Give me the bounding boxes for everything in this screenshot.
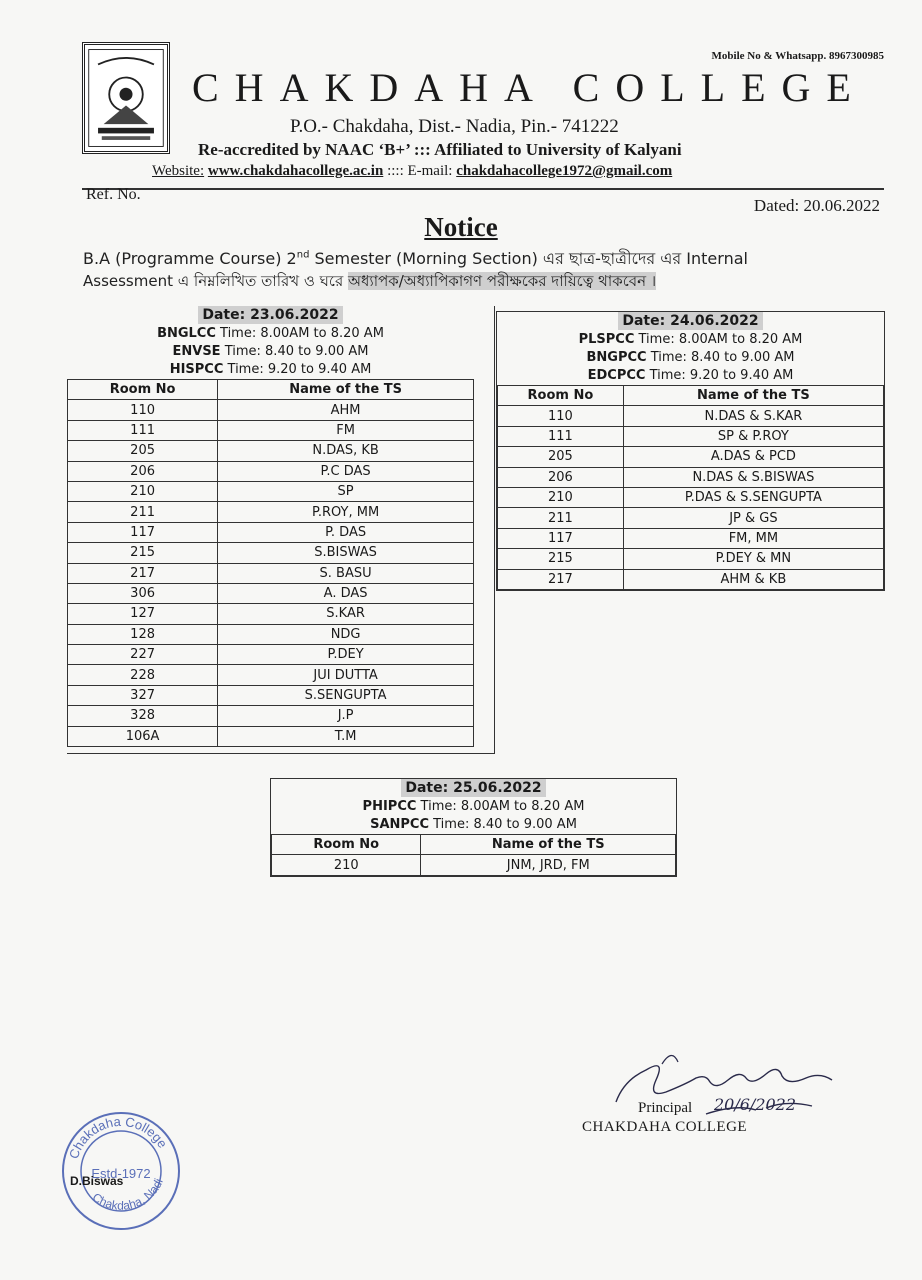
table-row: [68, 481, 474, 501]
table-row: [272, 855, 676, 875]
room-table: [497, 385, 884, 590]
ts-name: P.DEY & MN: [623, 549, 883, 569]
room-number: 217: [68, 563, 218, 583]
block-date: Date: 23.06.2022: [198, 306, 342, 324]
intro-text: Assessment এ নিম্নলিখিত তারিখ ও ঘরে: [83, 272, 348, 290]
table-row: [498, 528, 884, 548]
ts-name: P.C DAS: [218, 461, 474, 481]
college-address: P.O.- Chakdaha, Dist.- Nadia, Pin.- 741222: [290, 116, 619, 137]
website-label: Website:: [152, 163, 205, 179]
intro-highlight: অধ্যাপক/অধ্যাপিকাগণ পরীক্ষকের দায়িত্বে থাকবেন ।: [347, 272, 657, 290]
table-row: [68, 563, 474, 583]
time-line: [67, 325, 474, 343]
svg-text:Chakdaha, Nadia: Chakdaha, Nadi: [89, 1176, 166, 1213]
block-date: Date: 24.06.2022: [618, 312, 762, 330]
time-line: [497, 331, 884, 349]
ts-name: FM: [218, 420, 474, 440]
col-room-no: Room No: [272, 835, 421, 855]
table-body: [68, 400, 474, 747]
paper-time: Time: 8.40 to 9.00 AM: [646, 350, 795, 365]
svg-text:Chakdaha College: Chakdaha College: [65, 1113, 171, 1161]
time-line: [67, 361, 474, 379]
room-number: 111: [68, 420, 218, 440]
table-row: [498, 487, 884, 507]
schedule-block-3: [270, 778, 677, 877]
table-row: [68, 441, 474, 461]
table-row: [498, 569, 884, 589]
ts-name: AHM: [218, 400, 474, 420]
room-number: 205: [68, 441, 218, 461]
intro-sup: nd: [296, 249, 310, 261]
time-line: [497, 367, 884, 385]
paper-time: Time: 8.00AM to 8.20 AM: [215, 326, 384, 341]
ts-name: JNM, JRD, FM: [421, 855, 676, 875]
ts-name: SP: [218, 481, 474, 501]
room-number: 227: [68, 645, 218, 665]
table-row: [68, 624, 474, 644]
table-row: [68, 420, 474, 440]
college-stamp: [58, 1108, 184, 1234]
table-row: [68, 543, 474, 563]
room-number: 217: [498, 569, 624, 589]
intro-line-2: [83, 270, 883, 295]
paper-code: HISPCC: [169, 362, 224, 377]
room-number: 206: [498, 467, 624, 487]
ts-name: S.BISWAS: [218, 543, 474, 563]
col-ts-name: Name of the TS: [421, 835, 676, 855]
ts-name: P.DEY: [218, 645, 474, 665]
ts-name: FM, MM: [623, 528, 883, 548]
room-number: 210: [272, 855, 421, 875]
intro-text: B.A (Programme Course) 2: [83, 249, 297, 268]
room-number: 127: [68, 604, 218, 624]
table-row: [68, 461, 474, 481]
ts-name: P.ROY, MM: [218, 502, 474, 522]
email-link[interactable]: chakdahacollege1972@gmail.com: [456, 163, 673, 179]
paper-time: Time: 8.40 to 9.00 AM: [220, 344, 369, 359]
ts-name: S.KAR: [218, 604, 474, 624]
notice-date: Dated: 20.06.2022: [753, 196, 880, 215]
room-number: 328: [68, 706, 218, 726]
room-number: 206: [68, 461, 218, 481]
time-line: [271, 798, 676, 816]
room-number: 211: [498, 508, 624, 528]
room-number: 215: [498, 549, 624, 569]
intro-line-1: [83, 246, 883, 273]
time-line: [497, 349, 884, 367]
stamp-name: D.Biswas: [70, 1174, 124, 1188]
paper-code: BNGLCC: [157, 326, 216, 341]
ts-name: P. DAS: [218, 522, 474, 542]
paper-time: Time: 8.40 to 9.00 AM: [429, 817, 577, 832]
paper-time: Time: 9.20 to 9.40 AM: [645, 368, 794, 383]
email-label: :::: E-mail:: [387, 163, 453, 179]
room-number: 215: [68, 543, 218, 563]
time-line: [271, 816, 676, 834]
room-table: [271, 834, 676, 876]
room-number: 211: [68, 502, 218, 522]
paper-code: ENVSE: [172, 344, 221, 359]
table-row: [68, 522, 474, 542]
room-number: 327: [68, 685, 218, 705]
paper-time: Time: 9.20 to 9.40 AM: [223, 362, 372, 377]
accreditation-line: Re-accredited by NAAC ‘B+’ ::: Affiliated to University of Kalyani: [198, 140, 682, 159]
room-number: 306: [68, 583, 218, 603]
table-row: [68, 645, 474, 665]
table-row: [498, 426, 884, 446]
ts-name: SP & P.ROY: [623, 426, 883, 446]
room-number: 210: [498, 487, 624, 507]
college-name: CHAKDAHA COLLEGE: [192, 65, 867, 110]
notice-title-text: Notice: [424, 212, 498, 242]
paper-code: SANPCC: [370, 817, 429, 832]
intro-text: Semester (Morning Section) এর ছাত্র-ছাত্রীদের এর Internal: [309, 249, 748, 268]
block-header: [271, 779, 676, 834]
table-body: [272, 855, 676, 875]
ts-name: NDG: [218, 624, 474, 644]
block-date: Date: 25.06.2022: [401, 779, 545, 797]
ts-name: JP & GS: [623, 508, 883, 528]
room-number: 111: [498, 426, 624, 446]
table-body: [498, 406, 884, 590]
block-header: [67, 306, 474, 379]
room-table: [67, 379, 474, 747]
col-ts-name: Name of the TS: [623, 386, 883, 406]
table-row: [68, 583, 474, 603]
ts-name: A. DAS: [218, 583, 474, 603]
table-row: [68, 400, 474, 420]
room-number: 110: [498, 406, 624, 426]
table-row: [498, 549, 884, 569]
table-row: [498, 467, 884, 487]
ts-name: N.DAS & S.BISWAS: [623, 467, 883, 487]
website-link[interactable]: www.chakdahacollege.ac.in: [207, 163, 384, 179]
ts-name: S.SENGUPTA: [218, 685, 474, 705]
schedule-block-2: [496, 311, 885, 591]
ts-name: JUI DUTTA: [218, 665, 474, 685]
room-number: 110: [68, 400, 218, 420]
room-number: 117: [68, 522, 218, 542]
ts-name: N.DAS, KB: [218, 441, 474, 461]
ts-name: J.P: [218, 706, 474, 726]
col-room-no: Room No: [68, 380, 218, 400]
ref-number: Ref. No.: [86, 186, 141, 203]
ts-name: A.DAS & PCD: [623, 447, 883, 467]
block-header: [497, 312, 884, 385]
room-number: 106A: [68, 726, 218, 746]
ts-name: T.M: [218, 726, 474, 746]
header-divider: [82, 188, 884, 190]
principal-org: CHAKDAHA COLLEGE: [582, 1119, 748, 1135]
col-room-no: Room No: [498, 386, 624, 406]
ts-name: AHM & KB: [623, 569, 883, 589]
table-row: [68, 502, 474, 522]
contact-line: [152, 163, 672, 180]
table-row: [68, 685, 474, 705]
room-number: 128: [68, 624, 218, 644]
room-number: 228: [68, 665, 218, 685]
paper-code: PHIPCC: [362, 799, 417, 814]
room-number: 210: [68, 481, 218, 501]
svg-text:20/6/2022: 20/6/2022: [714, 1095, 797, 1114]
ts-name: S. BASU: [218, 563, 474, 583]
schedule-block-1: [67, 306, 474, 747]
paper-code: BNGPCC: [586, 350, 647, 365]
table-row: [68, 604, 474, 624]
table-row: [498, 406, 884, 426]
table-row: [68, 726, 474, 746]
mobile-number: Mobile No & Whatsapp. 8967300985: [711, 50, 884, 62]
ts-name: N.DAS & S.KAR: [623, 406, 883, 426]
notice-title: [0, 212, 922, 243]
paper-code: PLSPCC: [578, 332, 635, 347]
principal-label: Principal: [638, 1100, 693, 1116]
table-row: [498, 447, 884, 467]
col-ts-name: Name of the TS: [218, 380, 474, 400]
room-number: 205: [498, 447, 624, 467]
college-logo: [82, 42, 170, 154]
room-number: 117: [498, 528, 624, 548]
paper-time: Time: 8.00AM to 8.20 AM: [416, 799, 585, 814]
svg-text:Estd-1972: Estd-1972: [91, 1166, 151, 1181]
time-line: [67, 343, 474, 361]
ts-name: P.DAS & S.SENGUPTA: [623, 487, 883, 507]
table-row: [498, 508, 884, 528]
paper-time: Time: 8.00AM to 8.20 AM: [634, 332, 803, 347]
table-row: [68, 706, 474, 726]
paper-code: EDCPCC: [587, 368, 646, 383]
table-row: [68, 665, 474, 685]
